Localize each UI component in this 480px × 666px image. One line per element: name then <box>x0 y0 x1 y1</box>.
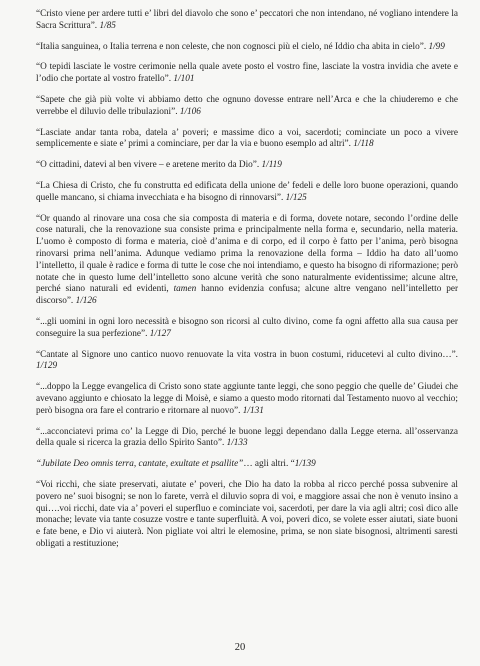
quote-latin-word: tamen <box>173 284 197 295</box>
quote-14 <box>36 480 458 551</box>
quote-reference: 1/139 <box>294 459 316 470</box>
quote-8 <box>36 214 458 308</box>
quote-text: “O tepidi lasciate le vostre cerimonie nella quale avete posto el vostro fine, lasciate la vostra invidia che avete e l’odio che portate al vostro fratello”. <box>36 62 458 85</box>
quote-text: “La Chiesa di Cristo, che fu construtta ed edificata della unione de’ fedeli e delle loro buone operazioni, quando quelle mancano, si chiama invecchiata e ha bisogno di rinnovarsi”. <box>36 180 458 203</box>
quote-4 <box>36 95 458 119</box>
quote-1 <box>36 9 458 33</box>
quote-text: “...gli uomini in ogni loro necessità e bisogno son ricorsi al culto divino, come fa ogni affetto alla sua causa per conseguire la sua perfezione”. <box>36 316 458 339</box>
quote-text: … agli altri. “ <box>243 459 295 470</box>
quote-12 <box>36 427 458 451</box>
quote-13 <box>36 459 458 471</box>
quote-9 <box>36 317 458 341</box>
quote-2 <box>36 42 458 54</box>
quote-text-continued: hanno evidenzia confusa; alcune altre vengano nell’intelletto per discorso”. <box>36 284 459 307</box>
quote-reference: 1/119 <box>261 160 282 171</box>
quote-text: “Voi ricchi, che siate preservati, aiutate e’ poveri, che Dio ha dato la robba al ricco perché possa subvenire al povero ne’ suoi bisogni; se non lo farete, verrà el diluvio sopra di voi, e maggiore assai che non è venuto insino a qui….voi ricchi, date via a’ poveri el superfluo e cominciate voi, sacerdoti, per dare la via agli altri; così dico alle monache; levate via tante cosuzze vostre e tante superfluità. A voi, poveri dico, se volete esser aiutati, siate buoni e fate bene, e Dio vi aiuterà. Non pigliate voi altri le elemosine, prima, se non siate bisognosi, altrimenti saresti obligati a restituzione; <box>36 479 458 549</box>
quote-reference: 1/118 <box>353 139 374 150</box>
quote-reference: 1/101 <box>173 74 195 85</box>
page-number: 20 <box>234 642 246 653</box>
quote-5 <box>36 128 458 152</box>
quote-text: “Or quando al rinovare una cosa che sia composta di materia e di forma, dovete notare, secondo l’ordine delle cose naturali, che la renovazione sua consiste prima e principalmente nella forma e, secundario, nella materia. L’uomo è composto di forma e materia, cioè d’anima e di corpo, ed il corpo è fatto per l’anima, però bisogna rinovarsi prima nell’anima. Adunque vediamo prima la renovazione della forma – Iddio ha dato all’uomo l’intelletto, il quale è radice e forma di tutte le cose che noi intendiamo, e questo ha bisogno di riformazione; però notate che in questo lume dell’intelletto sono alcune verità che sono naturalmente evidentissime; alcune altre, perché siano naturali ed evidenti, <box>36 213 458 295</box>
quote-reference: 1/99 <box>428 41 445 52</box>
quote-11 <box>36 382 458 417</box>
quote-reference: 1/126 <box>75 296 97 307</box>
quote-text: “...doppo la Legge evangelica di Cristo sono state aggiunte tante leggi, che sono peggio che quelle de’ Giudei che avevano aggiunto e chiosato la legge di Moisè, e siamo a questo modo ritornati dal Testamento nuovo al vecchio; però bisogna ora fare el contrario e ritornare al nuovo”. <box>36 382 458 416</box>
quote-3 <box>36 62 458 86</box>
quote-reference: 1/125 <box>285 192 307 203</box>
quote-latin-lead: “Jubilate Deo omnis terra, cantate, exultate et psallite” <box>36 459 244 470</box>
quote-reference: 1/129 <box>36 361 58 372</box>
quote-6 <box>36 160 458 172</box>
quote-7 <box>36 181 458 205</box>
quote-text: “Cantate al Signore uno cantico nuovo renuovate la vita vostra in buon costumi, riducetevi al culto divino…”. <box>36 349 458 360</box>
quote-reference: 1/131 <box>242 405 264 416</box>
quote-text: “Cristo viene per ardere tutti e’ libri del diavolo che sono e’ peccatori che non intendano, né vogliano intendere la Sacra Scrittura”. <box>36 9 458 31</box>
quote-text: “Italia sanguinea, o Italia terrena e non celeste, che non cognosci più el cielo, né Iddio cha abita in cielo”. <box>36 41 427 52</box>
quote-text: “Sapete che già più volte vi abbiamo detto che ognuno dovesse entrare nell’Arca e che la chiuderemo e che verrebbe el diluvio delle tribulazioni”. <box>36 94 458 117</box>
quote-text: “Lasciate andar tanta roba, datela a’ poveri; e massime dico a voi, sacerdoti; cominciate un poco a vivere semplicemente e siate e’ primi a cominciare, per dar la via e buono esemplo ad altri”. <box>36 127 458 150</box>
quote-reference: 1/127 <box>149 328 171 339</box>
quote-text: “O cittadini, datevi al ben vivere – e aretene merito da Dio”. <box>36 160 260 171</box>
quote-reference: 1/106 <box>179 106 201 117</box>
quote-text: “...acconciatevi prima co’ la Legge di Dio, perché le buone leggi dependano dalla Legge eterna. all’osservanza della quale si ricerca la grazia dello Spirito Santo”. <box>36 426 458 449</box>
quote-reference: 1/85 <box>99 20 116 31</box>
quote-reference: 1/133 <box>226 438 248 449</box>
quote-10 <box>36 350 458 374</box>
